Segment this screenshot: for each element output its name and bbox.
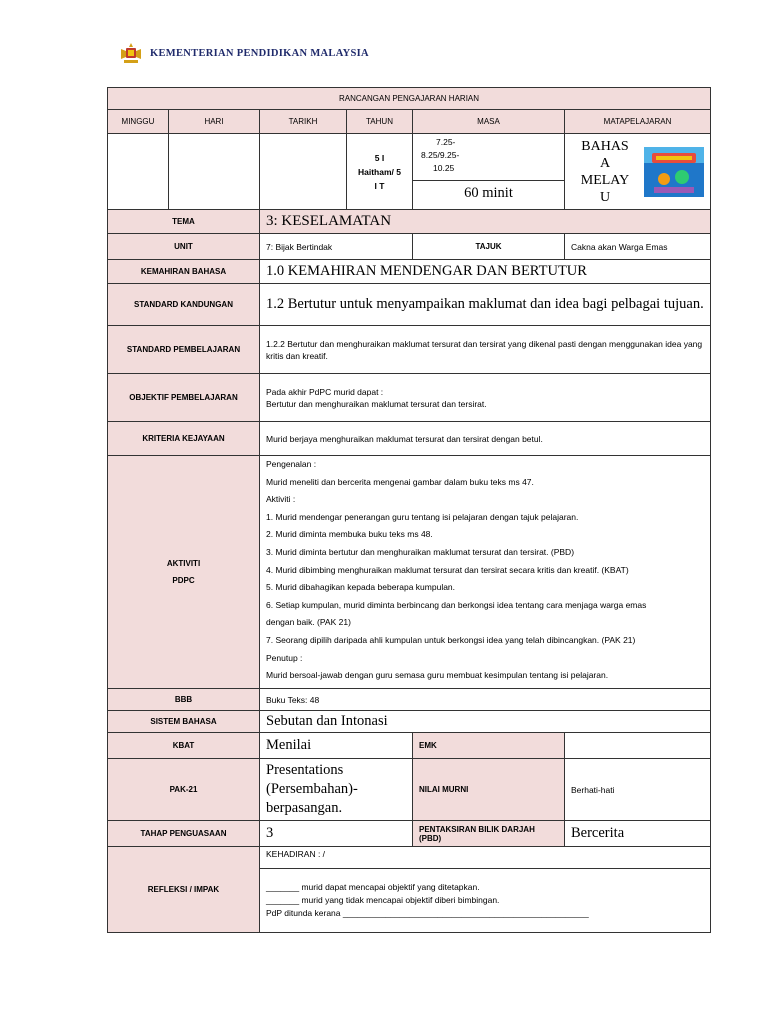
bbb-label: BBB bbox=[108, 689, 260, 711]
sistem-bahasa-label: SISTEM BAHASA bbox=[108, 711, 260, 733]
pak21-label: PAK-21 bbox=[108, 759, 260, 821]
page-header bbox=[118, 40, 369, 66]
subject-line-2: A bbox=[599, 155, 611, 171]
aktiviti-line: 5. Murid dibahagikan kepada beberapa kumpulan. bbox=[266, 582, 456, 593]
duration: 60 minit bbox=[464, 185, 513, 201]
col-matapelajaran: MATAPELAJARAN bbox=[565, 110, 711, 134]
hari-cell bbox=[169, 134, 260, 210]
emk-label: EMK bbox=[413, 733, 565, 759]
aktiviti-label-1: AKTIVITI bbox=[166, 559, 201, 568]
aktiviti-line: 1. Murid mendengar penerangan guru tentang isi pelajaran dengan tajuk pelajaran. bbox=[266, 511, 579, 522]
textbook-cover-image bbox=[644, 147, 704, 197]
col-tarikh: TARIKH bbox=[260, 110, 347, 134]
tahun-line-3: I T bbox=[374, 180, 385, 191]
aktiviti-line: Pengenalan : bbox=[266, 459, 317, 469]
unit-value: 7: Bijak Bertindak bbox=[260, 234, 413, 260]
masa-line-3: 10.25 bbox=[433, 163, 455, 173]
aktiviti-line: Murid bersoal-jawab dengan guru semasa guru membuat kesimpulan tentang isi pelajaran. bbox=[266, 670, 609, 681]
subject-line-1: BAHAS bbox=[581, 138, 629, 154]
kehadiran: KEHADIRAN : / bbox=[260, 847, 711, 869]
subject-cell bbox=[565, 134, 711, 210]
aktiviti-line: 3. Murid diminta bertutur dan menghuraikan maklumat tersurat dan tersirat. (PBD) bbox=[266, 546, 575, 557]
minggu-cell bbox=[108, 134, 169, 210]
col-masa: MASA bbox=[413, 110, 565, 134]
col-minggu: MINGGU bbox=[108, 110, 169, 134]
standard-kandungan-value: 1.2 Bertutur untuk menyampaikan maklumat dan idea bagi pelbagai tujuan. bbox=[260, 284, 711, 326]
objektif-label: OBJEKTIF PEMBELAJARAN bbox=[108, 374, 260, 422]
refleksi-line-3: PdP ditunda kerana ____________________________________________________ bbox=[266, 908, 589, 918]
tahap-label: TAHAP PENGUASAAN bbox=[108, 821, 260, 847]
tahun-line-1: 5 I bbox=[374, 152, 385, 163]
col-hari: HARI bbox=[169, 110, 260, 134]
nilai-murni-value: Berhati-hati bbox=[565, 759, 711, 821]
kbat-label: KBAT bbox=[108, 733, 260, 759]
kbat-value: Menilai bbox=[260, 733, 413, 759]
objektif-line-1: Pada akhir PdPC murid dapat : bbox=[266, 386, 384, 397]
malaysia-crest-icon bbox=[118, 41, 144, 65]
aktiviti-line: Murid meneliti dan bercerita mengenai gambar dalam buku teks ms 47. bbox=[266, 476, 534, 487]
aktiviti-content bbox=[260, 456, 711, 689]
tahun-cell bbox=[347, 134, 413, 210]
standard-pembelajaran-value: 1.2.2 Bertutur dan menghuraikan maklumat tersurat dan tersirat yang dikenal pasti dengan menggunakan idea yang kritis dan kreatif. bbox=[260, 326, 711, 374]
pbd-value: Bercerita bbox=[565, 821, 711, 847]
aktiviti-line: 2. Murid diminta membuka buku teks ms 48. bbox=[266, 529, 433, 540]
kriteria-label: KRITERIA KEJAYAAN bbox=[108, 422, 260, 456]
refleksi-label: REFLEKSI / IMPAK bbox=[108, 847, 260, 933]
unit-label: UNIT bbox=[108, 234, 260, 260]
standard-pembelajaran-label: STANDARD PEMBELAJARAN bbox=[108, 326, 260, 374]
aktiviti-label-2: PDPC bbox=[172, 576, 195, 585]
table-title: RANCANGAN PENGAJARAN HARIAN bbox=[108, 88, 711, 110]
aktiviti-line: Aktiviti : bbox=[266, 494, 296, 505]
col-tahun: TAHUN bbox=[347, 110, 413, 134]
emk-value bbox=[565, 733, 711, 759]
aktiviti-line: Penutup : bbox=[266, 652, 303, 663]
refleksi-line-2: _______ murid yang tidak mencapai objektif diberi bimbingan. bbox=[266, 895, 500, 905]
tajuk-value: Cakna akan Warga Emas bbox=[565, 234, 711, 260]
tema-label: TEMA bbox=[108, 210, 260, 234]
pak21-value: Presentations (Persembahan)-berpasangan. bbox=[260, 759, 413, 821]
lesson-plan-table bbox=[107, 87, 711, 933]
masa-line-2: 8.25/9.25- bbox=[421, 150, 460, 160]
subject-line-3: MELAY bbox=[580, 172, 630, 188]
aktiviti-line: 6. Setiap kumpulan, murid diminta berbincang dan berkongsi idea tentang cara menjaga warga emas bbox=[266, 599, 647, 610]
tahap-value: 3 bbox=[260, 821, 413, 847]
aktiviti-line: 4. Murid dibimbing menghuraikan maklumat tersurat dan tersirat secara kritis dan kreatif. (KBAT) bbox=[266, 564, 629, 575]
refleksi-content bbox=[260, 869, 711, 933]
aktiviti-line: dengan baik. (PAK 21) bbox=[266, 617, 351, 628]
objektif-line-2: Bertutur dan menghuraikan maklumat tersurat dan tersirat. bbox=[266, 398, 487, 409]
tarikh-cell bbox=[260, 134, 347, 210]
kriteria-value: Murid berjaya menghuraikan maklumat tersurat dan tersirat dengan betul. bbox=[260, 422, 711, 456]
masa-line-1: 7.25- bbox=[436, 137, 456, 147]
nilai-murni-label: NILAI MURNI bbox=[413, 759, 565, 821]
kemahiran-value: 1.0 KEMAHIRAN MENDENGAR DAN BERTUTUR bbox=[260, 260, 711, 284]
tahun-line-2: Haitham/ 5 bbox=[358, 166, 401, 177]
aktiviti-label bbox=[108, 456, 260, 689]
refleksi-line-1: _______ murid dapat mencapai objektif yang ditetapkan. bbox=[266, 882, 480, 892]
aktiviti-line: 7. Seorang dipilih daripada ahli kumpulan untuk berkongsi idea yang telah dibincangkan. (PAK 21) bbox=[266, 634, 636, 645]
objektif-value bbox=[260, 374, 711, 422]
sistem-bahasa-value: Sebutan dan Intonasi bbox=[260, 711, 711, 733]
tajuk-label: TAJUK bbox=[413, 234, 565, 260]
standard-kandungan-label: STANDARD KANDUNGAN bbox=[108, 284, 260, 326]
subject-name bbox=[571, 138, 639, 206]
masa-cell bbox=[413, 134, 565, 210]
kemahiran-label: KEMAHIRAN BAHASA bbox=[108, 260, 260, 284]
pbd-label: PENTAKSIRAN BILIK DARJAH (PBD) bbox=[413, 821, 565, 847]
tema-value: 3: KESELAMATAN bbox=[260, 210, 711, 234]
ministry-name: KEMENTERIAN PENDIDIKAN MALAYSIA bbox=[150, 47, 369, 59]
subject-line-4: U bbox=[599, 189, 611, 205]
bbb-value: Buku Teks: 48 bbox=[260, 689, 711, 711]
